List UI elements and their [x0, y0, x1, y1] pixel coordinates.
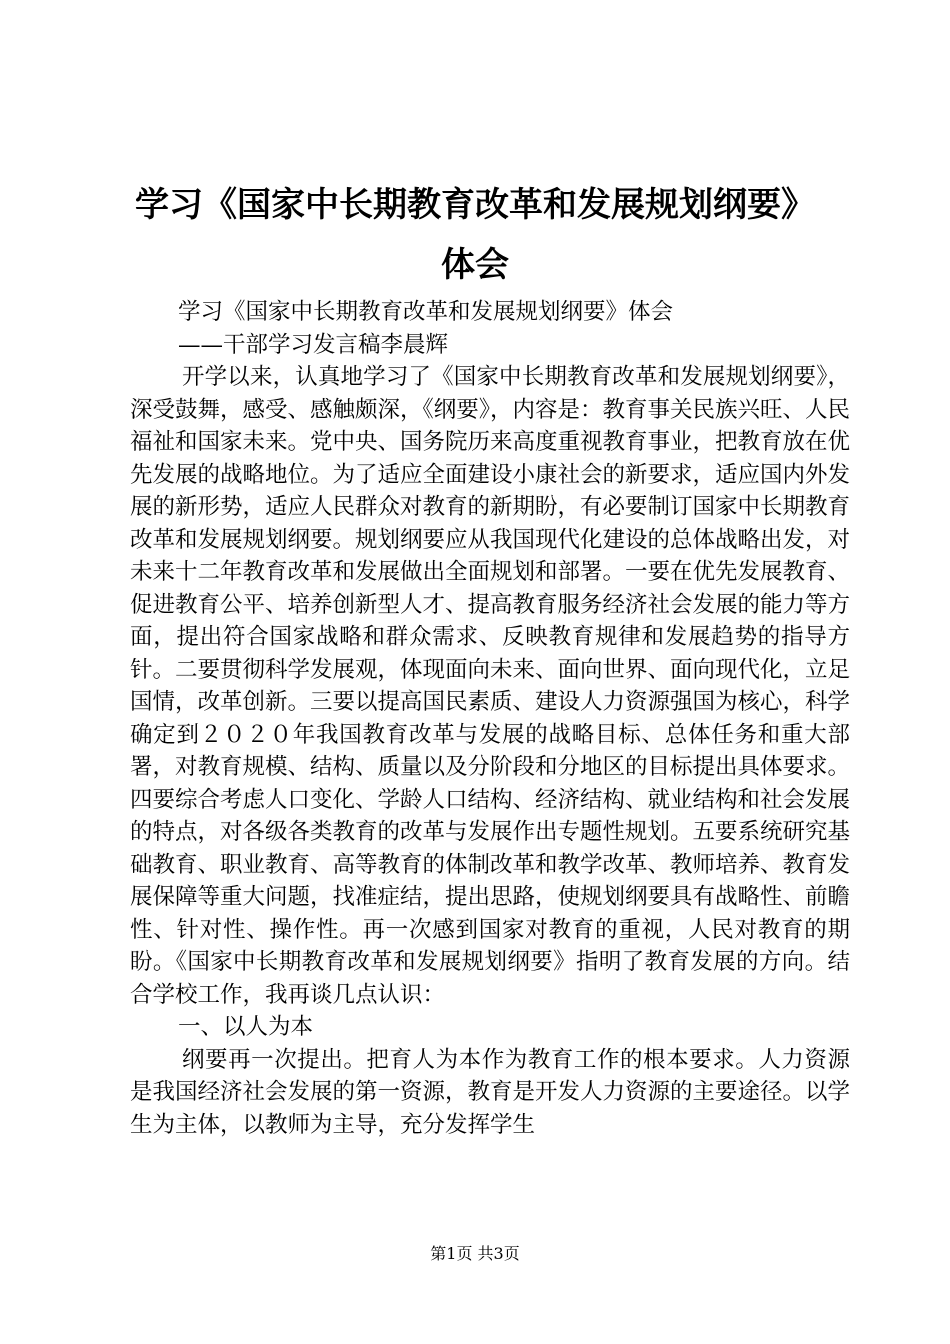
- document-title: 学习《国家中长期教育改革和发展规划纲要》: [135, 185, 815, 225]
- section-heading: 一、以人为本: [178, 1014, 314, 1040]
- byline: ——干部学习发言稿李晨辉: [178, 331, 449, 358]
- document-body: [130, 296, 850, 1141]
- page-number-footer: 第1页 共3页: [430, 1244, 520, 1263]
- paragraph: 纲要再一次提出。把育人为本作为教育工作的根本要求。人力资源是我国经济社会发展的第一资源，教育是开发人力资源的主要途径。以学生为主体，以教师为主导，充分发挥学生: [130, 1046, 851, 1138]
- document-title-continued: 体会: [441, 245, 509, 285]
- paragraph: 开学以来，认真地学习了《国家中长期教育改革和发展规划纲要》，深受鼓舞，感受、感触颇深，《纲要》，内容是：教育事关民族兴旺、人民福祉和国家未来。党中央、国务院历来高度重视教育事业，把教育放在优先发展的战略地位。为了适应全面建设小康社会的新要求，适应国内外发展的新形势，适应人民群众对教育的新期盼，有必要制订国家中长期教育改革和发展规划纲要。规划纲要应从我国现代化建设的总体战略出发，对未来十二年教育改革和发展做出全面规划和部署。一要在优先发展教育、促进教育公平、培养创新型人才、提高教育服务经济社会发展的能力等方面，提出符合国家战略和群众需求、反映教育规律和发展趋势的指导方针。二要贯彻科学发展观，体现面向未来、面向世界、面向现代化，立足国情，改革创新。三要以提高国民素质、建设人力资源强国为核心，科学确定到２０２０年我国教育改革与发展的战略目标、总体任务和重大部署，对教育规模、结构、质量以及分阶段和分地区的目标提出具体要求。四要综合考虑人口变化、学龄人口结构、经济结构、就业结构和社会发展的特点，对各级各类教育的改革与发展作出专题性规划。五要系统研究基础教育、职业教育、高等教育的体制改革和教学改革、教师培养、教育发展保障等重大问题，找准症结，提出思路，使规划纲要具有战略性、前瞻性、针对性、操作性。再一次感到国家对教育的重视，人民对教育的期盼。《国家中长期教育改革和发展规划纲要》指明了教育发展的方向。结合学校工作，我再谈几点认识：: [130, 364, 851, 1008]
- subtitle: 学习《国家中长期教育改革和发展规划纲要》体会: [178, 299, 674, 325]
